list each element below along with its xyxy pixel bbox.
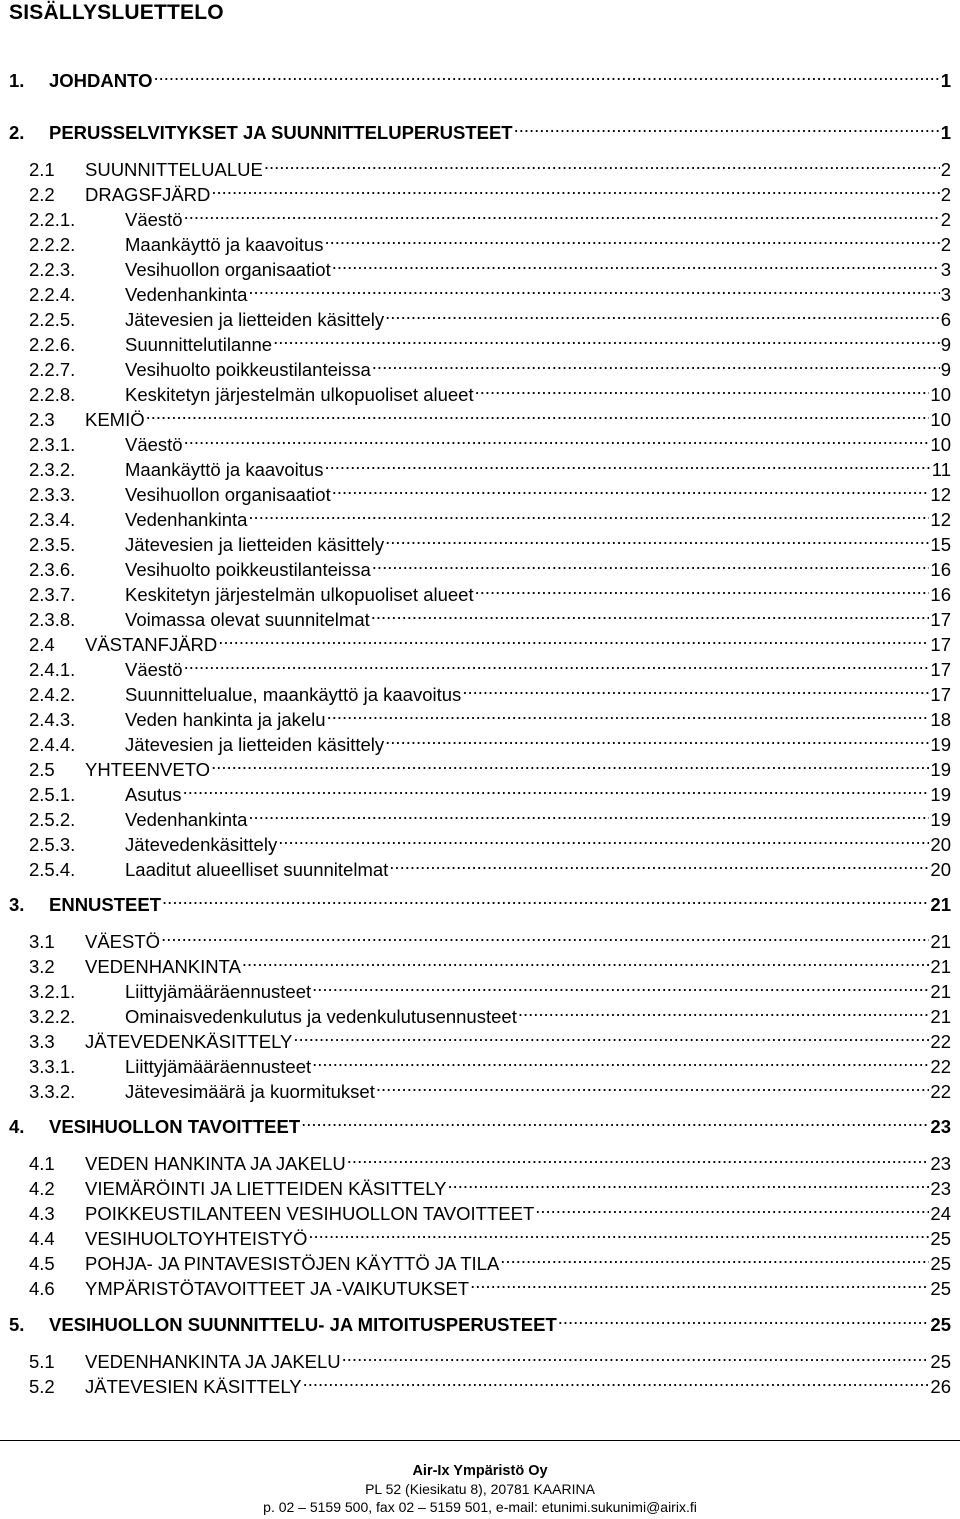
toc-entry-page: 22 (930, 1031, 951, 1052)
toc-entry[interactable] (9, 1246, 951, 1274)
toc-entry[interactable] (9, 924, 951, 952)
toc-entry[interactable] (9, 802, 951, 830)
toc-entry-number: 2.2.6. (29, 334, 76, 355)
toc-entry-title: Vesihuollon organisaatiot (125, 484, 331, 505)
toc-entry-title: VÄESTÖ (85, 931, 161, 952)
toc-entry-title: POHJA- JA PINTAVESISTÖJEN KÄYTTÖ JA TILA (85, 1253, 500, 1274)
toc-dot-leader (248, 277, 939, 301)
toc-entry-page: 10 (930, 434, 951, 455)
toc-entry-title: Liittyjämääräennusteet (125, 981, 312, 1002)
toc-entry[interactable] (9, 974, 951, 1002)
toc-dot-leader (312, 1049, 929, 1073)
toc-dot-leader (183, 777, 930, 801)
toc-entry[interactable] (9, 277, 951, 305)
toc-entry-title: Laaditut alueelliset suunnitelmat (125, 859, 389, 880)
toc-entry[interactable] (9, 627, 951, 655)
toc-entry-title: Jätevesien ja lietteiden käsittely (125, 534, 385, 555)
toc-dot-leader (475, 377, 930, 401)
toc-entry-page: 11 (931, 459, 951, 480)
toc-entry-number: 2.2.1. (29, 209, 76, 230)
toc-dot-leader (153, 63, 939, 87)
toc-entry-title: VEDEN HANKINTA JA JAKELU (85, 1153, 346, 1174)
toc-entry-page: 18 (930, 709, 951, 730)
toc-entry[interactable] (9, 427, 951, 455)
toc-entry-page: 21 (930, 1006, 951, 1027)
toc-entry-page: 15 (930, 534, 951, 555)
toc-entry-number: 2.4.3. (29, 709, 76, 730)
toc-entry-title: Vesihuolto poikkeustilanteissa (125, 359, 371, 380)
toc-dot-leader (211, 177, 939, 201)
toc-entry-number: 3.3.1. (29, 1056, 76, 1077)
toc-entry-title: Suunnittelualue, maankäyttö ja kaavoitus (125, 684, 462, 705)
toc-entry-title: Väestö (125, 434, 183, 455)
toc-entry-number: 3.2 (29, 956, 55, 977)
toc-entry[interactable] (9, 1109, 951, 1137)
toc-entry[interactable] (9, 327, 951, 355)
toc-entry[interactable] (9, 177, 951, 205)
toc-entry[interactable] (9, 1171, 951, 1199)
toc-entry-page: 2 (940, 184, 951, 205)
toc-entry-number: 5.1 (29, 1351, 55, 1372)
toc-entry-title: SUUNNITTELUALUE (85, 159, 263, 180)
toc-entry-number: 2.3.3. (29, 484, 76, 505)
toc-entry-page: 2 (940, 234, 951, 255)
toc-entry[interactable] (9, 702, 951, 730)
page-title: SISÄLLYSLUETTELO (9, 1, 224, 24)
toc-entry-number: 4.6 (29, 1278, 55, 1299)
toc-entry-page: 23 (930, 1153, 951, 1174)
toc-dot-leader (376, 1074, 930, 1098)
toc-entry-page: 17 (930, 609, 951, 630)
toc-entry-page: 19 (930, 784, 951, 805)
footer-address: PL 52 (Kiesikatu 8), 20781 KAARINA (365, 1481, 595, 1497)
toc-entry-title: ENNUSTEET (49, 894, 162, 915)
toc-entry-number: 3. (9, 894, 25, 915)
toc-dot-leader (347, 1146, 930, 1170)
toc-dot-leader (371, 602, 930, 626)
toc-entry[interactable] (9, 577, 951, 605)
toc-entry-number: 2.2.7. (29, 359, 76, 380)
toc-entry-title: VESIHUOLLON TAVOITTEET (49, 1116, 301, 1137)
toc-dot-leader (332, 252, 940, 276)
toc-dot-leader (462, 677, 929, 701)
toc-dot-leader (264, 152, 940, 176)
toc-dot-leader (308, 1221, 929, 1245)
toc-dot-leader (385, 302, 940, 326)
toc-entry[interactable] (9, 502, 951, 530)
toc-entry-page: 10 (930, 409, 951, 430)
toc-entry[interactable] (9, 1344, 951, 1372)
toc-dot-leader (558, 1307, 930, 1331)
toc-entry-page: 16 (930, 584, 951, 605)
toc-entry-title: JÄTEVEDENKÄSITTELY (85, 1031, 293, 1052)
toc-entry-title: Maankäyttö ja kaavoitus (125, 459, 324, 480)
toc-entry-number: 3.3 (29, 1031, 55, 1052)
toc-dot-leader (372, 352, 940, 376)
toc-entry[interactable] (9, 1369, 951, 1397)
toc-entry-page: 21 (930, 956, 951, 977)
toc-dot-leader (475, 577, 930, 601)
toc-entry-number: 2.5.2. (29, 809, 76, 830)
toc-entry-number: 4.4 (29, 1228, 55, 1249)
toc-entry-title: Väestö (125, 209, 183, 230)
toc-entry-page: 21 (930, 981, 951, 1002)
toc-entry-title: PERUSSELVITYKSET JA SUUNNITTELUPERUSTEET (49, 122, 513, 143)
toc-entry-number: 2.4.4. (29, 734, 76, 755)
toc-entry-title: Väestö (125, 659, 183, 680)
toc-entry-number: 2.2 (29, 184, 55, 205)
toc-entry-page: 22 (930, 1081, 951, 1102)
toc-entry[interactable] (9, 1271, 951, 1299)
toc-entry-number: 4.5 (29, 1253, 55, 1274)
toc-entry[interactable] (9, 827, 951, 855)
toc-dot-leader (162, 887, 929, 911)
toc-entry-number: 3.2.2. (29, 1006, 76, 1027)
toc-entry-page: 22 (930, 1056, 951, 1077)
toc-dot-leader (342, 1344, 930, 1368)
toc-entry[interactable] (9, 1146, 951, 1174)
toc-dot-leader (278, 827, 929, 851)
toc-entry[interactable] (9, 527, 951, 555)
toc-dot-leader (535, 1196, 929, 1220)
toc-entry-number: 1. (9, 70, 25, 91)
toc-entry-number: 2.2.5. (29, 309, 76, 330)
toc-dot-leader (470, 1271, 929, 1295)
toc-dot-leader (218, 627, 929, 651)
toc-entry-title: JÄTEVESIEN KÄSITTELY (85, 1376, 302, 1397)
toc-entry-number: 2.2.3. (29, 259, 76, 280)
toc-entry-number: 2.3.1. (29, 434, 76, 455)
toc-entry-number: 2.3.4. (29, 509, 76, 530)
toc-entry[interactable] (9, 652, 951, 680)
toc-entry-page: 3 (940, 259, 951, 280)
toc-entry-page: 1 (940, 122, 951, 143)
toc-entry-page: 2 (940, 209, 951, 230)
toc-entry[interactable] (9, 402, 951, 430)
toc-entry-number: 2. (9, 122, 25, 143)
toc-entry-title: DRAGSFJÄRD (85, 184, 211, 205)
toc-entry-page: 19 (930, 734, 951, 755)
toc-entry-page: 25 (930, 1278, 951, 1299)
toc-dot-leader (332, 477, 930, 501)
toc-entry[interactable] (9, 777, 951, 805)
toc-entry-title: Vesihuollon organisaatiot (125, 259, 331, 280)
toc-entry-number: 5. (9, 1314, 25, 1335)
toc-entry-title: Ominaisvedenkulutus ja vedenkulutusennusteet (125, 1006, 517, 1027)
toc-dot-leader (303, 1369, 930, 1393)
toc-entry[interactable] (9, 852, 951, 880)
toc-entry-title: VIEMÄRÖINTI JA LIETTEIDEN KÄSITTELY (85, 1178, 447, 1199)
toc-dot-leader (273, 327, 940, 351)
toc-entry-title: JOHDANTO (49, 70, 153, 91)
toc-entry-page: 3 (940, 284, 951, 305)
toc-entry-page: 19 (930, 759, 951, 780)
toc-dot-leader (248, 502, 929, 526)
toc-entry[interactable] (9, 115, 951, 143)
toc-entry-title: Suunnittelutilanne (125, 334, 273, 355)
toc-entry[interactable] (9, 677, 951, 705)
toc-entry-page: 23 (930, 1116, 951, 1137)
toc-entry-page: 17 (930, 634, 951, 655)
toc-entry-number: 2.4 (29, 634, 55, 655)
toc-entry-page: 24 (930, 1203, 951, 1224)
toc-entry-number: 2.2.8. (29, 384, 76, 405)
toc-entry-number: 2.3.6. (29, 559, 76, 580)
toc-entry-page: 19 (930, 809, 951, 830)
toc-entry-page: 2 (940, 159, 951, 180)
toc-dot-leader (518, 999, 930, 1023)
toc-entry-title: VEDENHANKINTA JA JAKELU (85, 1351, 341, 1372)
toc-entry[interactable] (9, 1024, 951, 1052)
toc-entry-page: 26 (930, 1376, 951, 1397)
toc-entry-number: 2.5.3. (29, 834, 76, 855)
toc-entry-title: POIKKEUSTILANTEEN VESIHUOLLON TAVOITTEET (85, 1203, 535, 1224)
toc-entry[interactable] (9, 252, 951, 280)
toc-entry[interactable] (9, 452, 951, 480)
toc-dot-leader (324, 452, 930, 476)
toc-entry-number: 4. (9, 1116, 25, 1137)
toc-entry-page: 12 (930, 484, 951, 505)
toc-entry[interactable] (9, 602, 951, 630)
toc-entry[interactable] (9, 202, 951, 230)
toc-entry-number: 4.1 (29, 1153, 55, 1174)
toc-entry[interactable] (9, 352, 951, 380)
toc-dot-leader (184, 427, 930, 451)
toc-entry-title: VÄSTANFJÄRD (85, 634, 218, 655)
footer-company: Air-Ix Ympäristö Oy (412, 1463, 548, 1479)
toc-dot-leader (211, 752, 929, 776)
footer-contact: p. 02 – 5159 500, fax 02 – 5159 501, e-mail: etunimi.sukunimi@airix.fi (263, 1499, 697, 1515)
toc-entry-number: 5.2 (29, 1376, 55, 1397)
toc-entry-number: 3.2.1. (29, 981, 76, 1002)
toc-entry-title: Vedenhankinta (125, 284, 248, 305)
toc-entry-page: 17 (930, 684, 951, 705)
toc-entry-title: VESIHUOLTOYHTEISTYÖ (85, 1228, 308, 1249)
toc-dot-leader (293, 1024, 929, 1048)
toc-dot-leader (389, 852, 929, 876)
toc-entry-page: 25 (930, 1253, 951, 1274)
toc-entry-number: 4.3 (29, 1203, 55, 1224)
toc-entry-number: 2.5.1. (29, 784, 76, 805)
toc-entry-title: Voimassa olevat suunnitelmat (125, 609, 370, 630)
toc-dot-leader (312, 974, 929, 998)
toc-entry-title: Liittyjämääräennusteet (125, 1056, 312, 1077)
toc-dot-leader (448, 1171, 930, 1195)
toc-entry[interactable] (9, 227, 951, 255)
toc-dot-leader (146, 402, 930, 426)
toc-dot-leader (514, 115, 940, 139)
toc-dot-leader (324, 227, 939, 251)
toc-entry-number: 4.2 (29, 1178, 55, 1199)
toc-entry-number: 2.2.4. (29, 284, 76, 305)
toc-entry-title: VESIHUOLLON SUUNNITTELU- JA MITOITUSPERUSTEET (49, 1314, 557, 1335)
toc-entry[interactable] (9, 302, 951, 330)
toc-entry-number: 2.2.2. (29, 234, 76, 255)
toc-entry[interactable] (9, 477, 951, 505)
toc-entry-title: Jätevesien ja lietteiden käsittely (125, 734, 385, 755)
footer-divider (0, 1440, 960, 1441)
toc-entry[interactable] (9, 1307, 951, 1335)
toc-entry-page: 21 (930, 894, 951, 915)
toc-entry-title: KEMIÖ (85, 409, 145, 430)
toc-entry-number: 2.3.2. (29, 459, 76, 480)
toc-entry-number: 2.5 (29, 759, 55, 780)
toc-entry-title: Asutus (125, 784, 182, 805)
toc-entry-title: Vedenhankinta (125, 509, 248, 530)
toc-entry-title: Keskitetyn järjestelmän ulkopuoliset alueet (125, 384, 474, 405)
toc-entry-number: 2.3.5. (29, 534, 76, 555)
toc-entry-title: Maankäyttö ja kaavoitus (125, 234, 324, 255)
toc-entry-page: 20 (930, 859, 951, 880)
toc-dot-leader (184, 202, 940, 226)
toc-entry-title: Jätevedenkäsittely (125, 834, 278, 855)
toc-entry-title: Jätevesien ja lietteiden käsittely (125, 309, 385, 330)
toc-entry-title: Keskitetyn järjestelmän ulkopuoliset alueet (125, 584, 474, 605)
toc-dot-leader (327, 702, 930, 726)
toc-entry[interactable] (9, 63, 951, 91)
toc-entry-number: 2.4.1. (29, 659, 76, 680)
toc-entry-title: VEDENHANKINTA (85, 956, 241, 977)
toc-dot-leader (385, 527, 929, 551)
toc-entry-title: Jätevesimäärä ja kuormitukset (125, 1081, 375, 1102)
toc-dot-leader (372, 552, 930, 576)
toc-entry-page: 23 (930, 1178, 951, 1199)
toc-entry-page: 20 (930, 834, 951, 855)
toc-entry-number: 3.3.2. (29, 1081, 76, 1102)
toc-entry-page: 16 (930, 559, 951, 580)
toc-entry[interactable] (9, 377, 951, 405)
toc-entry-title: Veden hankinta ja jakelu (125, 709, 326, 730)
toc-entry[interactable] (9, 999, 951, 1027)
toc-entry-page: 25 (930, 1228, 951, 1249)
toc-entry[interactable] (9, 152, 951, 180)
toc-entry-page: 10 (930, 384, 951, 405)
toc-entry-title: Vesihuolto poikkeustilanteissa (125, 559, 371, 580)
toc-entry[interactable] (9, 949, 951, 977)
footer (0, 1462, 960, 1516)
toc-entry-number: 2.5.4. (29, 859, 76, 880)
toc-entry-page: 9 (940, 334, 951, 355)
toc-entry-number: 2.3.7. (29, 584, 76, 605)
toc-entry-page: 12 (930, 509, 951, 530)
toc-dot-leader (248, 802, 929, 826)
toc-entry-page: 25 (930, 1314, 951, 1335)
toc-entry[interactable] (9, 1221, 951, 1249)
toc-entry-number: 2.1 (29, 159, 55, 180)
toc-entry-page: 6 (940, 309, 951, 330)
toc-entry-page: 25 (930, 1351, 951, 1372)
toc-entry[interactable] (9, 1049, 951, 1077)
toc-entry-number: 2.3 (29, 409, 55, 430)
toc-dot-leader (161, 924, 929, 948)
toc-dot-leader (242, 949, 930, 973)
toc-entry[interactable] (9, 887, 951, 915)
toc-dot-leader (301, 1109, 929, 1133)
toc-entry[interactable] (9, 752, 951, 780)
toc-dot-leader (500, 1246, 929, 1270)
toc-entry[interactable] (9, 727, 951, 755)
toc-entry-number: 2.3.8. (29, 609, 76, 630)
toc-entry-title: YHTEENVETO (85, 759, 211, 780)
toc-entry-page: 17 (930, 659, 951, 680)
toc-entry[interactable] (9, 1074, 951, 1102)
toc-entry-title: Vedenhankinta (125, 809, 248, 830)
toc-entry-number: 3.1 (29, 931, 55, 952)
toc-entry[interactable] (9, 552, 951, 580)
toc-entry-title: YMPÄRISTÖTAVOITTEET JA -VAIKUTUKSET (85, 1278, 470, 1299)
toc-entry-page: 1 (940, 70, 951, 91)
toc-entry-page: 9 (940, 359, 951, 380)
toc-entry[interactable] (9, 1196, 951, 1224)
toc-entry-page: 21 (930, 931, 951, 952)
toc-dot-leader (184, 652, 930, 676)
toc-entry-number: 2.4.2. (29, 684, 76, 705)
toc-dot-leader (385, 727, 929, 751)
